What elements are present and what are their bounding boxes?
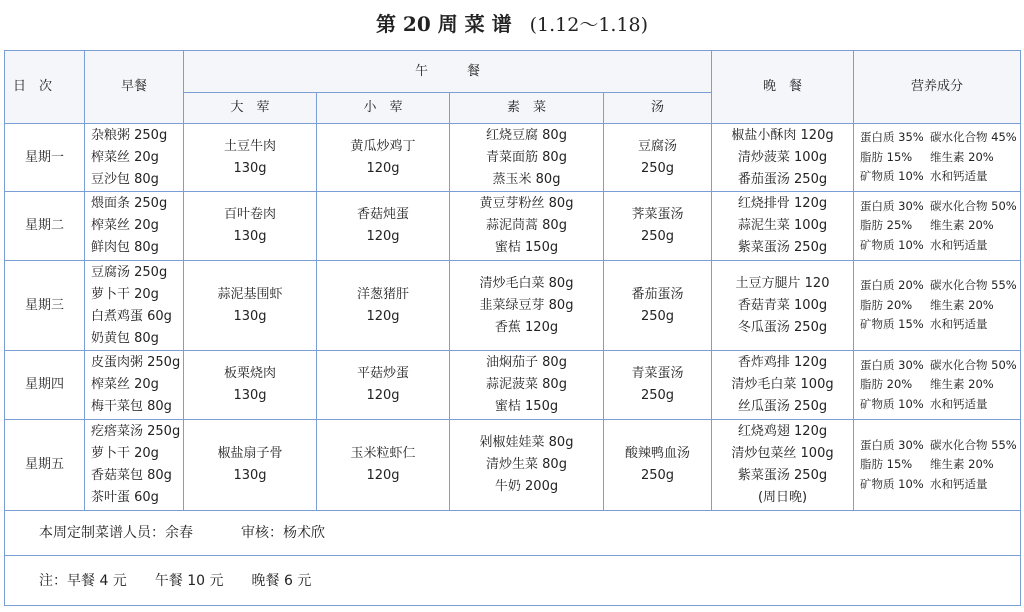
breakfast-item: 茶叶蛋 60g <box>91 490 159 505</box>
dinner-item: 香炸鸡排 120g <box>737 355 828 370</box>
nutrition-cell <box>854 192 1021 261</box>
small-meat-item: 120g <box>366 229 400 244</box>
vegetable-cell <box>450 351 604 420</box>
soup-item: 250g <box>640 229 675 244</box>
nutrition-item: 碳水化合物 50% <box>930 357 1017 372</box>
nutrition-item: 碳水化合物 50% <box>930 198 1017 213</box>
vegetable-item: 蒸玉米 80g <box>492 171 561 187</box>
table-row <box>5 351 1021 420</box>
big-meat-cell <box>184 261 317 351</box>
dinner-cell <box>712 261 854 351</box>
breakfast-item: 煨面条 250g <box>91 196 168 211</box>
big-meat-item: 蒜泥基围虾 <box>217 286 283 302</box>
vegetable-cell <box>450 124 604 192</box>
nutrition-item: 水和钙适量 <box>930 237 988 252</box>
title-text: 第 20 周 菜 谱 <box>375 12 512 36</box>
nutrition-item: 矿物质 10% <box>860 396 924 411</box>
nutrition-item: 蛋白质 35% <box>860 130 924 145</box>
small-meat-cell <box>317 261 450 351</box>
big-meat-item: 椒盐扇子骨 <box>217 446 283 461</box>
nutrition-cell <box>854 261 1021 351</box>
vegetable-item: 清炒毛白菜 80g <box>479 275 574 291</box>
vegetable-item: 剁椒娃娃菜 80g <box>479 435 574 450</box>
small-meat-cell <box>317 192 450 261</box>
big-meat-item: 土豆牛肉 <box>223 138 276 154</box>
nutrition-item: 脂肪 20% <box>860 297 913 312</box>
breakfast-cell <box>85 261 184 351</box>
day-cell: 星期一 <box>5 124 85 192</box>
dinner-item: 椒盐小酥肉 120g <box>731 127 834 143</box>
nutrition-item: 水和钙适量 <box>930 396 988 411</box>
menu-table <box>4 50 1021 606</box>
small-meat-item: 120g <box>366 468 400 483</box>
breakfast-item: 萝卜干 20g <box>91 286 159 302</box>
soup-item: 250g <box>640 388 675 403</box>
reviewer: 审核：杨术欣 <box>241 525 325 541</box>
breakfast-item: 萝卜干 20g <box>91 446 159 461</box>
nutrition-item: 碳水化合物 55% <box>930 278 1017 293</box>
vegetable-item: 牛奶 200g <box>494 479 559 494</box>
nutrition-item: 维生素 20% <box>930 149 994 164</box>
dinner-item: 土豆方腿片 120 <box>735 275 830 291</box>
soup-cell <box>604 124 712 192</box>
breakfast-cell <box>85 351 184 420</box>
nutrition-item: 碳水化合物 45% <box>930 130 1017 145</box>
day-cell: 星期二 <box>5 192 85 261</box>
nutrition-item: 脂肪 20% <box>860 377 913 392</box>
nutrition-item: 脂肪 15% <box>860 149 913 164</box>
header-breakfast: 早餐 <box>85 51 184 124</box>
soup-item: 青菜蛋汤 <box>631 366 684 381</box>
nutrition-item: 水和钙适量 <box>930 169 988 184</box>
soup-item: 番茄蛋汤 <box>631 286 684 302</box>
dinner-item: 紫菜蛋汤 250g <box>737 468 828 483</box>
header-dinner: 晚 餐 <box>712 51 854 124</box>
breakfast-item: 豆沙包 80g <box>91 171 159 187</box>
big-meat-item: 板栗烧肉 <box>223 366 276 381</box>
nutrition-cell <box>854 351 1021 420</box>
soup-item: 荠菜蛋汤 <box>631 207 684 222</box>
nutrition-cell <box>854 124 1021 192</box>
nutrition-item: 蛋白质 20% <box>860 278 924 293</box>
small-meat-cell <box>317 420 450 511</box>
table-row <box>5 192 1021 261</box>
header-small-meat: 小 荤 <box>317 93 450 124</box>
big-meat-item: 130g <box>233 388 267 403</box>
soup-item: 250g <box>640 308 675 324</box>
vegetable-item: 香蕉 120g <box>494 319 559 335</box>
dinner-item: 红烧鸡翅 120g <box>737 424 828 439</box>
small-meat-item: 120g <box>366 308 400 324</box>
small-meat-item: 黄瓜炒鸡丁 <box>350 138 416 154</box>
dinner-item: (周日晚) <box>757 490 808 505</box>
nutrition-item: 水和钙适量 <box>930 317 988 332</box>
breakfast-item: 杂粮粥 250g <box>91 127 168 143</box>
nutrition-item: 脂肪 15% <box>860 457 913 472</box>
dinner-item: 红烧排骨 120g <box>737 196 828 211</box>
breakfast-item: 豆腐汤 250g <box>91 264 168 280</box>
nutrition-item: 维生素 20% <box>930 377 994 392</box>
nutrition-item: 维生素 20% <box>930 218 994 233</box>
vegetable-cell <box>450 192 604 261</box>
big-meat-cell <box>184 351 317 420</box>
nutrition-item: 水和钙适量 <box>930 476 988 491</box>
breakfast-item: 皮蛋肉粥 250g <box>91 355 181 370</box>
header-day: 日 次 <box>5 51 85 124</box>
footer-note: 注：早餐 4 元 午餐 10 元 晚餐 6 元 <box>5 556 1021 606</box>
dinner-item: 蒜泥生菜 100g <box>737 218 828 233</box>
nutrition-item: 矿物质 10% <box>860 476 924 491</box>
header-soup: 汤 <box>604 93 712 124</box>
breakfast-item: 疙瘩菜汤 250g <box>91 424 181 439</box>
nutrition-cell <box>854 420 1021 511</box>
big-meat-item: 130g <box>233 308 267 324</box>
breakfast-cell <box>85 124 184 192</box>
vegetable-item: 蜜桔 150g <box>494 240 559 255</box>
breakfast-item: 榨菜丝 20g <box>91 377 159 392</box>
small-meat-item: 洋葱猪肝 <box>356 286 409 302</box>
dinner-item: 丝瓜蛋汤 250g <box>737 399 828 414</box>
dinner-item: 清炒菠菜 100g <box>737 149 828 165</box>
nutrition-item: 矿物质 10% <box>860 169 924 184</box>
breakfast-item: 奶黄包 80g <box>91 330 159 346</box>
big-meat-item: 130g <box>233 160 267 176</box>
breakfast-cell <box>85 192 184 261</box>
big-meat-cell <box>184 192 317 261</box>
breakfast-item: 鲜肉包 80g <box>91 240 159 255</box>
vegetable-item: 清炒生菜 80g <box>486 457 567 472</box>
vegetable-cell <box>450 420 604 511</box>
header-lunch: 午 餐 <box>184 51 712 93</box>
vegetable-item: 黄豆芽粉丝 80g <box>479 196 574 211</box>
nutrition-item: 蛋白质 30% <box>860 437 924 452</box>
dinner-cell <box>712 124 854 192</box>
nutrition-item: 碳水化合物 55% <box>930 437 1017 452</box>
nutrition-item: 蛋白质 30% <box>860 198 924 213</box>
nutrition-item: 蛋白质 30% <box>860 357 924 372</box>
dinner-item: 香菇青菜 100g <box>737 297 828 313</box>
breakfast-item: 榨菜丝 20g <box>91 218 159 233</box>
nutrition-item: 维生素 20% <box>930 297 994 312</box>
dinner-item: 紫菜蛋汤 250g <box>737 240 828 255</box>
vegetable-item: 红烧豆腐 80g <box>486 127 567 143</box>
big-meat-item: 130g <box>233 468 267 483</box>
soup-cell <box>604 351 712 420</box>
small-meat-item: 120g <box>366 388 400 403</box>
vegetable-item: 蒜泥菠菜 80g <box>486 377 567 392</box>
nutrition-item: 维生素 20% <box>930 457 994 472</box>
soup-item: 250g <box>640 160 675 176</box>
header-big-meat: 大 荤 <box>184 93 317 124</box>
dinner-item: 冬瓜蛋汤 250g <box>737 319 828 335</box>
vegetable-item: 韭菜绿豆芽 80g <box>479 297 574 313</box>
dinner-item: 番茄蛋汤 250g <box>737 171 828 187</box>
breakfast-item: 白煮鸡蛋 60g <box>91 308 172 324</box>
big-meat-cell <box>184 420 317 511</box>
breakfast-item: 香菇菜包 80g <box>91 468 172 483</box>
table-row <box>5 420 1021 511</box>
soup-item: 酸辣鸭血汤 <box>625 446 691 461</box>
big-meat-cell <box>184 124 317 192</box>
day-cell: 星期三 <box>5 261 85 351</box>
big-meat-item: 百叶卷肉 <box>223 207 276 222</box>
dinner-cell <box>712 351 854 420</box>
header-vegetable: 素 菜 <box>450 93 604 124</box>
vegetable-item: 青菜面筋 80g <box>486 149 567 165</box>
header-nutrition: 营养成分 <box>854 51 1021 124</box>
day-cell: 星期四 <box>5 351 85 420</box>
date-range: (1.12～1.18) <box>529 14 649 36</box>
soup-cell <box>604 420 712 511</box>
table-row <box>5 124 1021 192</box>
vegetable-item: 蜜桔 150g <box>494 399 559 414</box>
dinner-cell <box>712 420 854 511</box>
day-cell: 星期五 <box>5 420 85 511</box>
breakfast-item: 梅干菜包 80g <box>91 399 172 414</box>
table-row <box>5 261 1021 351</box>
small-meat-item: 120g <box>366 160 400 176</box>
planner: 本周定制菜谱人员：余春 <box>39 525 193 541</box>
breakfast-cell <box>85 420 184 511</box>
soup-cell <box>604 192 712 261</box>
small-meat-item: 玉米粒虾仁 <box>350 446 416 461</box>
soup-item: 250g <box>640 468 675 483</box>
big-meat-item: 130g <box>233 229 267 244</box>
nutrition-item: 脂肪 25% <box>860 218 913 233</box>
small-meat-item: 香菇炖蛋 <box>356 207 409 222</box>
breakfast-item: 榨菜丝 20g <box>91 149 159 165</box>
small-meat-cell <box>317 351 450 420</box>
soup-item: 豆腐汤 <box>638 138 678 154</box>
dinner-item: 清炒包菜丝 100g <box>731 446 834 461</box>
small-meat-cell <box>317 124 450 192</box>
nutrition-item: 矿物质 15% <box>860 317 924 332</box>
footer-staff <box>5 511 1021 556</box>
small-meat-item: 平菇炒蛋 <box>356 366 409 381</box>
page-title <box>0 8 1024 37</box>
dinner-cell <box>712 192 854 261</box>
soup-cell <box>604 261 712 351</box>
vegetable-item: 油焖茄子 80g <box>486 355 567 370</box>
vegetable-item: 蒜泥茼蒿 80g <box>486 218 567 233</box>
vegetable-cell <box>450 261 604 351</box>
dinner-item: 清炒毛白菜 100g <box>731 377 834 392</box>
nutrition-item: 矿物质 10% <box>860 237 924 252</box>
